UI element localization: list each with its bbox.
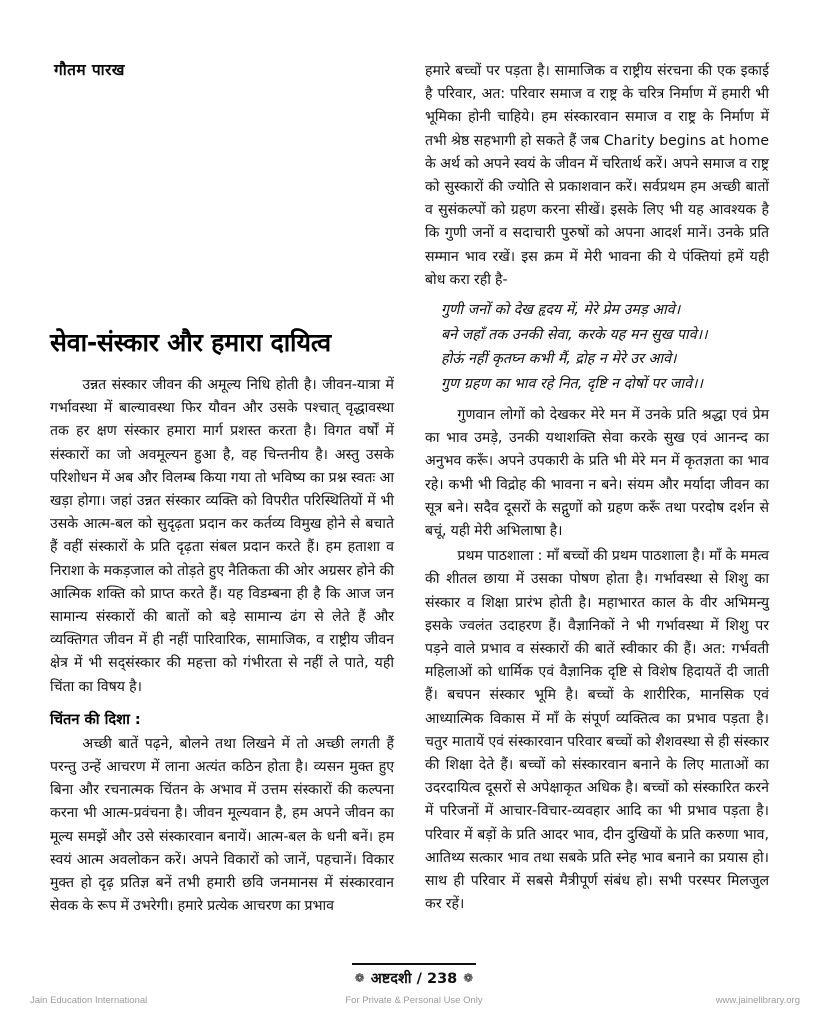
footer-rule — [352, 963, 476, 965]
verse-line: बने जहाँ तक उनकी सेवा, करके यह मन सुख पावे।। — [441, 326, 708, 343]
scan-usage-notice: For Private & Personal Use Only — [345, 995, 483, 1006]
left-column — [50, 0, 394, 920]
paragraph: अच्छी बातें पढ़ने, बोलने तथा लिखने में तो अच्छी लगती हैं परन्तु उन्हें आचरण में लाना अत्यंत कठिन होता है। व्यसन मुक्त हुए बिना और रचनात्मक चिंतन के अभाव में उत्तम संस्कारों की कल्पना करना भी आत्म-प्रवंचना है। जीवन मूल्यवान है, हम अपने जीवन का मूल्य समझें और उसे संस्कारवान बनायें। आत्म-बल के धनी बनें। हम स्वयं आत्म अवलोकन करें। अपने विकारों को जानें, पहचानें। विकार मुक्त हो दृढ़ प्रतिज्ञ बनें तभी हमारी छवि जनमानस में संस्कारवान सेवक के रूप में उभरेगी। हमारे प्रत्येक आचरण का प्रभाव — [50, 735, 394, 915]
paragraph: उन्नत संस्कार जीवन की अमूल्य निधि होती है। जीवन-यात्रा में गर्भावस्था में बाल्यावस्था फिर यौवन और उसके पश्चात् वृद्धावस्था तक हर क्षण संस्कार हमारा मार्ग प्रशस्त करता है। विगत वर्षों में संस्कारों का जो अवमूल्यन हुआ है, वह चिन्तनीय है। अस्तु उसके परिशोधन में अब और विलम्ब किया गया तो भविष्य का प्रश्न स्वतः आ खड़ा होगा। जहां उन्नत संस्कार व्यक्ति को विपरीत परिस्थितियों में भी उसके आत्म-बल को सुदृढ़ता प्रदान कर कर्तव्य विमुख होने से बचाते हैं वहीं संस्कारों के प्रति दृढ़ता संबल प्रदान करते हैं। हम हताशा व निराशा के मकड़जाल को तोड़ते हुए नैतिकता की ओर अग्रसर होने की आत्मिक शक्ति को प्राप्त करते हैं। यह विडम्बना ही है कि आज जन सामान्य संस्कारों की बातों को बड़े सामान्य ढंग से लेते हैं और व्यक्तिगत जीवन में ही नहीं पारिवारिक, सामाजिक, व राष्ट्रीय जीवन क्षेत्र में भी सद्संस्कार की महत्ता को गंभीरता से नहीं ले पाते, यही चिंता का विषय है। — [50, 377, 394, 695]
verse-line: गुण ग्रहण का भाव रहे नित, दृष्टि न दोषों पर जावे।। — [441, 375, 703, 392]
verse-block — [425, 298, 769, 396]
scan-credit-organization: Jain Education International — [30, 995, 148, 1006]
page-footer-label — [0, 968, 828, 988]
flower-ornament-icon: ❁ — [354, 971, 365, 985]
verse-line: गुणी जनों को देख हृदय में, मेरे प्रेम उमड़ आवे। — [441, 302, 681, 319]
paragraph: गुणवान लोगों को देखकर मेरे मन में उनके प्रति श्रद्धा एवं प्रेम का भाव उमड़े, उनकी यथाशक्ति सेवा करके सुख एवं आनन्द का अनुभव करूँ। अपने उपकारी के प्रति भी मेरे मन में कृतज्ञता का भाव रहे। कभी भी विद्रोह की भावना न बने। संयम और मर्यादा जीवन का सूत्र बने। सदैव दूसरों के सद्गुणों को ग्रहण करूँ तथा परदोष दर्शन से बचूं, यही मेरी अभिलाषा है। — [425, 407, 769, 540]
page-title: सेवा-संस्कार और हमारा दायित्व — [50, 328, 331, 357]
scan-credit-footer — [0, 995, 828, 1013]
footer-separator: / — [416, 971, 422, 987]
book-name: अष्टदशी — [370, 971, 412, 987]
paragraph: प्रथम पाठशाला : माँ बच्चों की प्रथम पाठशाला है। माँ के ममत्व की शीतल छाया में उसका पोषण होता है। गर्भावस्था से शिशु का संस्कार व शिक्षा प्रारंभ होती है। महाभारत काल के वीर अभिमन्यु इसके ज्वलंत उदाहरण हैं। वैज्ञानिकों ने भी गर्भावस्था में शिशु पर पड़ने वाले प्रभाव व संस्कारों की बातें स्वीकार की हैं। अत: गर्भवती महिलाओं को धार्मिक एवं वैज्ञानिक दृष्टि से विशेष हिदायतें दी जाती हैं। बचपन संस्कार भूमि है। बच्चों के शारीरिक, मानसिक एवं आध्यात्मिक विकास में माँ के संपूर्ण व्यक्तित्व का प्रभाव पड़ता है। चतुर मातायें एवं संस्कारवान परिवार बच्चों को शैशवस्था से ही संस्कार की शिक्षा देते हैं। बच्चों को संस्कारवान बनाने के लिए माताओं का उदरदायित्व दूसरों से अपेक्षाकृत अधिक है। बच्चों को संस्कारित करने में परिजनों में आचार-विचार-व्यवहार आदि का भी प्रभाव पड़ता है। परिवार में बड़ों के प्रति आदर भाव, दीन दुखियों के प्रति करुणा भाव, आतिथ्य सत्कार भाव तथा सबके प्रति स्नेह भाव बनाने का प्रयास हो। साथ ही परिवार में सबसे मैत्रीपूर्ण संबंध हो। सभी परस्पर मिलजुल कर रहें। — [425, 548, 769, 913]
scan-credit-website: www.jainelibrary.org — [715, 995, 800, 1006]
paragraph-continued: हमारे बच्चों पर पड़ता है। सामाजिक व राष्ट्रीय संरचना की एक इकाई है परिवार, अत: परिवार समाज व राष्ट्र के चरित्र निर्माण में हमारी भी भूमिका होनी चाहिये। हम संस्कारवान समाज व राष्ट्र के निर्माण में तभी श्रेष्ठ सहभागी हो सकते हैं जब Charity begins at home के अर्थ को अपने स्वयं के जीवन में चरितार्थ करें। अपने समाज व राष्ट्र को सुस्कारों की ज्योति से प्रकाशवान करें। सर्वप्रथम हम अच्छी बातों व सुसंकल्पों को ग्रहण करना सीखें। इसके लिए भी यह आवश्यक है कि गुणी जनों व सदाचारी पुरुषों को अपना आदर्श मानें। उनके प्रति सम्मान भाव रखें। इस क्रम में मेरी भावना की ये पंक्तियां हमें यही बोध करा रही है- — [425, 63, 769, 288]
verse-line: होऊं नहीं कृतघ्न कभी मैं, द्रोह न मेरे उर आवे। — [441, 351, 677, 368]
right-column — [425, 0, 769, 919]
subheading-chintan-ki-disha: चिंतन की दिशा : — [50, 710, 141, 728]
flower-ornament-icon: ❁ — [463, 971, 474, 985]
page-number: 238 — [427, 971, 458, 987]
running-head-author: गौतम पारख — [54, 61, 125, 79]
